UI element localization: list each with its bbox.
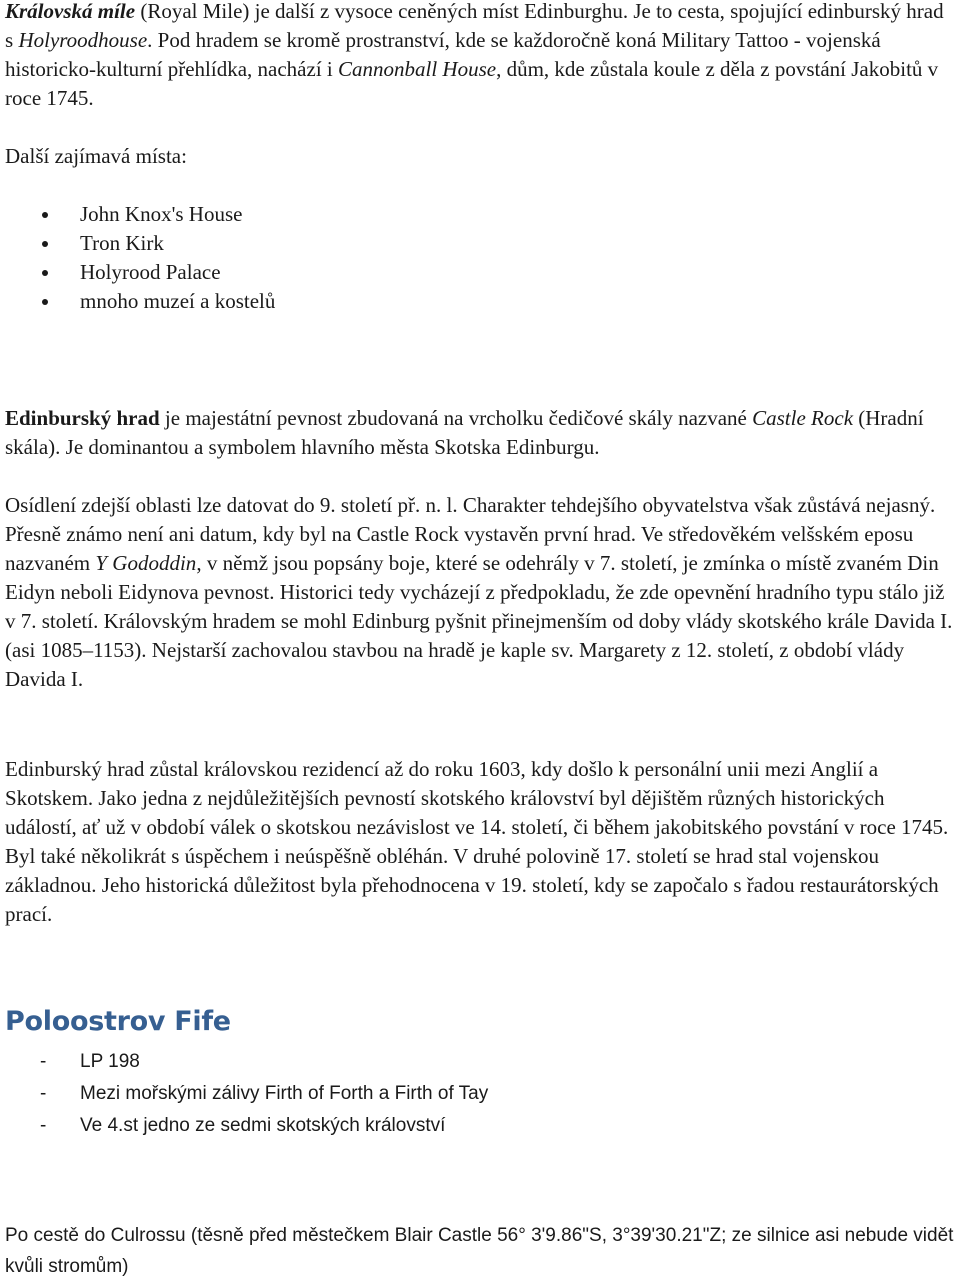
list-item — [0, 1080, 488, 1112]
list-item-label: LP 198 — [80, 1051, 140, 1072]
places-list — [0, 200, 275, 316]
intro-text-2: . Pod hradem se kromě prostranství, kde se každoročně koná Military Tattoo - vojenská historicko-kulturní přehlídka, nachází i — [5, 28, 881, 81]
list-item — [0, 1112, 488, 1144]
dash-marker: - — [40, 1083, 47, 1104]
places-heading: Další zajímavá místa: — [5, 144, 187, 168]
castle-paragraph-3: Edinburský hrad zůstal královskou rezidencí až do roku 1603, kdy došlo k personální unii mezi Anglií a Skotskem. Jako jedna z nejdůležitějších pevností skotského království byl dějištěm různých historických událostí, ať už v období válek o skotskou nezávislost ve 14. století, či během jakobitského povstání v roce 1745. Byl také několikrát s úspěchem i neúspěšně obléhán. V druhé polovině 17. století se hrad stal vojenskou základnou. Jeho historická důležitost byla přehodnocena v 19. století, kdy se započalo s řadou restaurátorských prací. — [5, 757, 949, 926]
list-item-label: Ve 4.st jedno ze sedmi skotských království — [80, 1115, 446, 1136]
bullet-icon — [42, 212, 48, 218]
royal-mile-term: Královská míle — [5, 0, 136, 23]
list-item — [0, 287, 275, 316]
castle-rock-term: Castle Rock — [752, 406, 854, 430]
gododdin-term: Y Gododdin — [95, 551, 197, 575]
bullet-icon — [42, 299, 48, 305]
dash-marker: - — [40, 1051, 47, 1072]
list-item-label: Mezi mořskými zálivy Firth of Forth a Firth of Tay — [80, 1083, 489, 1104]
castle-text-1b: (Hradní skála). Je dominantou a symbolem hlavního města Skotska Edinburgu. — [5, 406, 924, 459]
fife-list — [0, 1048, 488, 1144]
list-item — [0, 200, 275, 229]
list-item — [0, 229, 275, 258]
cannonball-house-term: Cannonball House — [338, 57, 497, 81]
list-item-label: Holyrood Palace — [80, 260, 221, 284]
intro-text-1: (Royal Mile) je další z vysoce ceněných míst Edinburghu. Je to cesta, spojující edinburský hrad s — [5, 0, 944, 52]
dash-marker: - — [40, 1115, 47, 1136]
intro-text-3: , dům, kde zůstala koule z děla z povstání Jakobitů v roce 1745. — [5, 57, 939, 110]
bullet-icon — [42, 270, 48, 276]
list-item-label: John Knox's House — [80, 202, 243, 226]
list-item — [0, 1048, 488, 1080]
castle-paragraph-1 — [5, 404, 956, 462]
list-item-label: mnoho muzeí a kostelů — [80, 289, 276, 313]
royal-mile-paragraph — [5, 0, 956, 113]
fife-heading: Poloostrov Fife — [5, 1006, 231, 1037]
list-item-label: Tron Kirk — [80, 231, 164, 255]
culross-note: Po cestě do Culrossu (těsně před městečkem Blair Castle 56° 3'9.86"S, 3°39'30.21"Z; ze silnice asi nebude vidět kvůli stromům) — [5, 1225, 954, 1277]
castle-text-2b: , v němž jsou popsány boje, které se odehrály v 7. století, je zmínka o místě zvaném Din Eidyn neboli Eidynova pevnost. Historici tedy vycházejí z předpokladu, že zde opevnění hradního typu stálo již v 7. století. Královským hradem se mohl Edinburg pyšnit přinejmenším od doby vlády skotského krále Davida I. (asi 1085–1153). Nejstarší zachovalou stavbou na hradě je kaple sv. Margarety z 12. století, z období vlády Davida I. — [5, 551, 953, 691]
castle-term: Edinburský hrad — [5, 406, 160, 430]
castle-paragraph-2 — [5, 491, 956, 694]
holyroodhouse-term: Holyroodhouse — [18, 28, 148, 52]
castle-text-1a: je majestátní pevnost zbudovaná na vrcholku čedičové skály nazvané — [159, 406, 753, 430]
bullet-icon — [42, 241, 48, 247]
list-item — [0, 258, 275, 287]
castle-text-2a: Osídlení zdejší oblasti lze datovat do 9. století př. n. l. Charakter tehdejšího obyvatelstva však zůstává nejasný. Přesně známo není ani datum, kdy byl na Castle Rock vystavěn první hrad. Ve středověkém velšském eposu nazvaném — [5, 493, 936, 575]
